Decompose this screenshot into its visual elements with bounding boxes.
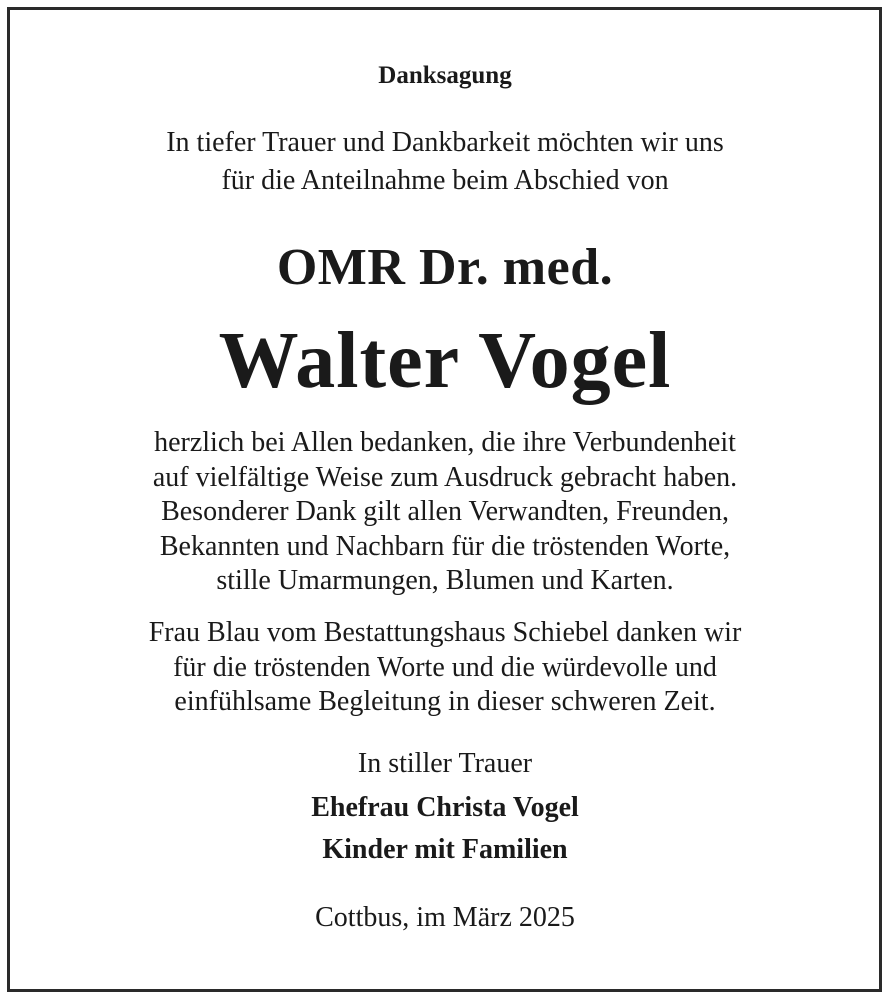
- place-and-date: Cottbus, im März 2025: [315, 902, 575, 933]
- funeral-home-paragraph: [0, 616, 890, 720]
- deceased-name: Walter Vogel: [218, 317, 672, 405]
- paragraph-line: stille Umarmungen, Blumen und Karten.: [216, 565, 674, 596]
- paragraph-line: herzlich bei Allen bedanken, die ihre Verbundenheit: [154, 427, 736, 458]
- intro-line: In tiefer Trauer und Dankbarkeit möchten wir uns: [166, 127, 724, 158]
- mourning-phrase: In stiller Trauer: [357, 748, 533, 779]
- paragraph-line: Bekannten und Nachbarn für die tröstenden Worte,: [159, 530, 731, 562]
- thanks-paragraph: [0, 426, 890, 599]
- intro-line: für die Anteilnahme beim Abschied von: [221, 165, 669, 196]
- signer-family: Kinder mit Familien: [322, 834, 568, 865]
- deceased-title: OMR Dr. med.: [276, 239, 614, 296]
- signer-spouse: Ehefrau Christa Vogel: [311, 792, 579, 823]
- paragraph-line: für die tröstenden Worte und die würdevolle und: [173, 651, 717, 683]
- intro-text: [0, 124, 890, 200]
- paragraph-line: Frau Blau vom Bestattungshaus Schiebel danken wir: [148, 617, 742, 648]
- notice-heading: Danksagung: [378, 62, 512, 89]
- paragraph-line: einfühlsame Begleitung in dieser schweren Zeit.: [174, 686, 716, 717]
- paragraph-line: auf vielfältige Weise zum Ausdruck gebracht haben.: [152, 461, 738, 493]
- paragraph-line: Besonderer Dank gilt allen Verwandten, Freunden,: [161, 496, 729, 527]
